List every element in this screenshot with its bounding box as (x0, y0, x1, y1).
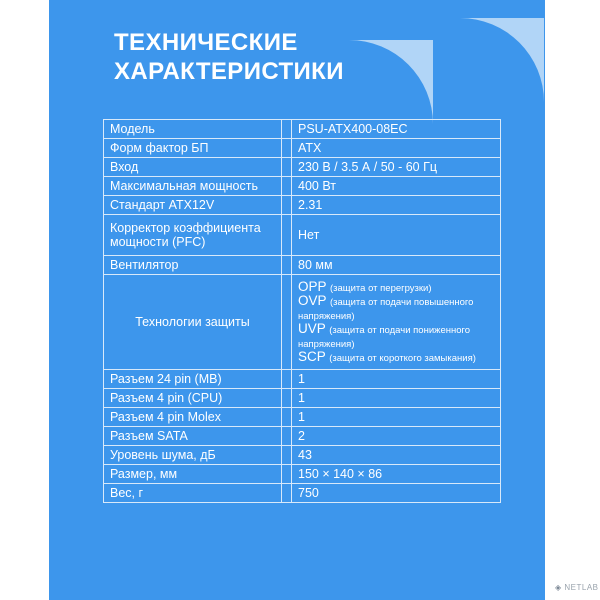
spec-row-molex (104, 408, 501, 427)
spec-key: Разъем 4 pin Molex (104, 408, 282, 427)
spec-value: ATX (292, 139, 501, 158)
spec-value: 1 (292, 408, 501, 427)
spec-row-form-factor (104, 139, 501, 158)
spec-row-weight (104, 484, 501, 503)
spec-row-max-power (104, 177, 501, 196)
spec-key: Вход (104, 158, 282, 177)
spec-key: Максимальная мощность (104, 177, 282, 196)
title-line-2: ХАРАКТЕРИСТИКИ (114, 58, 344, 85)
spec-row-sata (104, 427, 501, 446)
spec-key: Вентилятор (104, 256, 282, 275)
spec-key: Корректор коэффициента мощности (PFC) (104, 215, 282, 256)
spec-key: Разъем SATA (104, 427, 282, 446)
spec-value: 230 В / 3.5 А / 50 - 60 Гц (292, 158, 501, 177)
spec-row-input (104, 158, 501, 177)
spec-row-4pin-cpu (104, 389, 501, 408)
protection-list (292, 275, 501, 370)
protection-item: OVP (защита от подачи повышенного напряжения) (298, 293, 474, 322)
spec-row-protection (104, 275, 501, 370)
spec-row-size (104, 465, 501, 484)
spec-key: Размер, мм (104, 465, 282, 484)
spec-value: 750 (292, 484, 501, 503)
protection-item: OPP (защита от перегрузки) (298, 279, 432, 294)
spec-value: 150 × 140 × 86 (292, 465, 501, 484)
spec-key: Стандарт ATX12V (104, 196, 282, 215)
spec-table (103, 119, 501, 503)
spec-key: Технологии защиты (104, 275, 282, 370)
spec-row-fan (104, 256, 501, 275)
spec-key: Модель (104, 120, 282, 139)
spec-value: PSU-ATX400-08EC (292, 120, 501, 139)
spec-value: 400 Вт (292, 177, 501, 196)
spec-key: Вес, г (104, 484, 282, 503)
protection-item: SCP (защита от короткого замыкания) (298, 349, 476, 364)
spec-value: 1 (292, 389, 501, 408)
quotation-mark-icon (349, 18, 545, 128)
spec-row-model (104, 120, 501, 139)
page-title (114, 28, 344, 86)
title-line-1: ТЕХНИЧЕСКИЕ (114, 29, 298, 56)
netlab-logo-icon: ◈ NETLAB (555, 583, 599, 592)
spec-value: 43 (292, 446, 501, 465)
spec-row-24pin (104, 370, 501, 389)
spec-row-noise (104, 446, 501, 465)
protection-item: UVP (защита от подачи пониженного напряжения) (298, 321, 471, 350)
spec-value: 2 (292, 427, 501, 446)
spec-value: Нет (292, 215, 501, 256)
spec-row-pfc (104, 215, 501, 256)
spec-key: Уровень шума, дБ (104, 446, 282, 465)
spec-key: Форм фактор БП (104, 139, 282, 158)
spec-key: Разъем 4 pin (CPU) (104, 389, 282, 408)
spec-key: Разъем 24 pin (MB) (104, 370, 282, 389)
spec-value: 80 мм (292, 256, 501, 275)
spec-row-atx12v (104, 196, 501, 215)
spec-value: 1 (292, 370, 501, 389)
spec-value: 2.31 (292, 196, 501, 215)
